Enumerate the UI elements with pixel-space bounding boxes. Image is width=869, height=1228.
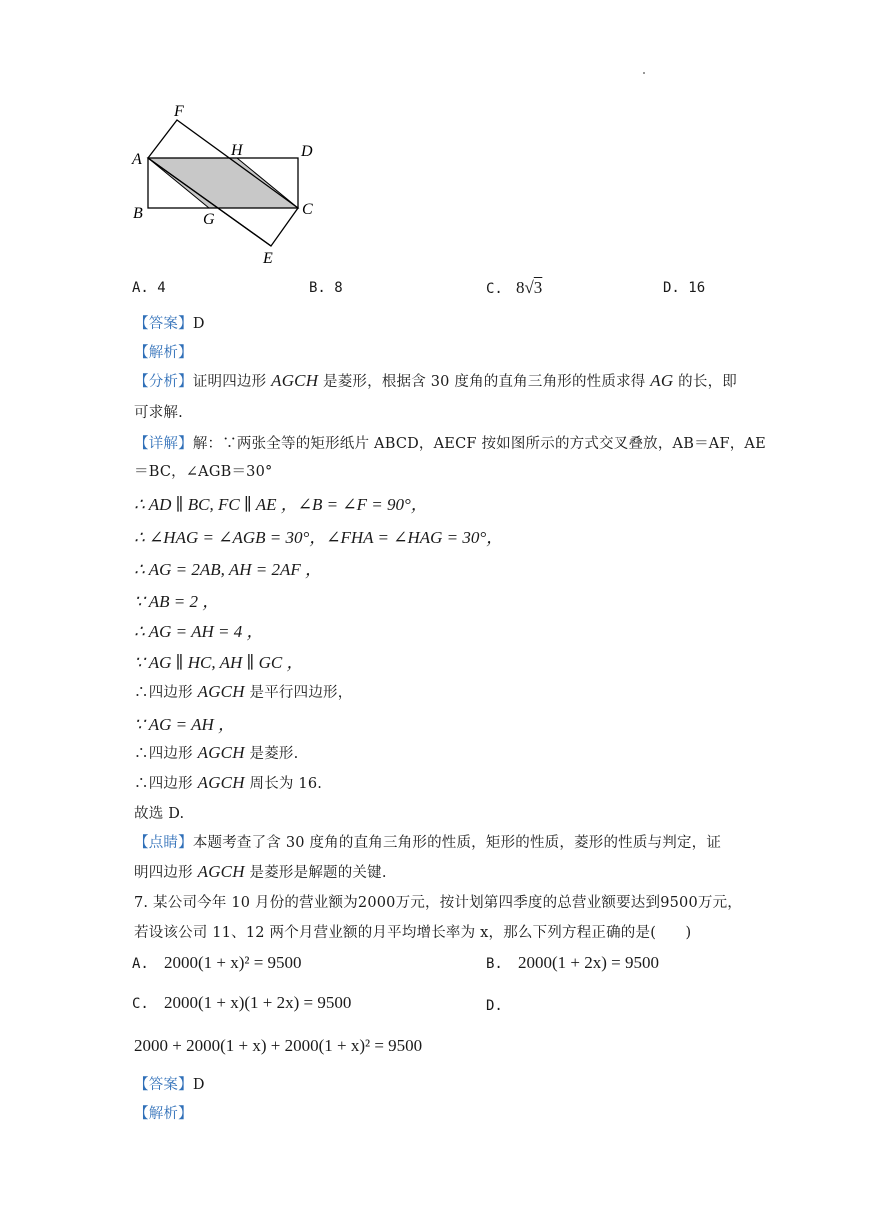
q6-answer: 【答案】D [134,316,205,332]
q7-option-b: B. 2000(1 + 2x) = 9500 [486,953,659,972]
q6-step-3: ∴ AG = 2AB, AH = 2AF ， [134,560,323,579]
q6-step-6: ∵ AG ∥ HC, AH ∥ GC ， [134,653,304,672]
label-b: B [133,205,143,222]
q6-option-d: D. 16 [663,280,706,296]
q7-stem-line2: 若设该公司 11、12 两个月营业额的月平均增长率为 x，那么下列方程正确的是( ) [134,925,692,941]
q6-step-7: ∴四边形 AGCH 是平行四边形， [134,682,353,701]
q6-fenxi-line1: 【分析】证明四边形 AGCH 是菱形，根据含 30 度角的直角三角形的性质求得 AG 的长，即 [134,371,737,390]
q7-analysis-tag: 【解析】 [134,1106,193,1122]
q6-option-c: C. 8√3 [486,278,543,297]
q6-dianjing-line1: 【点睛】本题考查了含 30 度角的直角三角形的性质，矩形的性质，菱形的性质与判定，证 [134,835,722,851]
q6-step-10: ∴四边形 AGCH 周长为 16. [134,773,323,792]
shaded-rhombus [148,158,298,208]
q6-step-4: ∵ AB = 2 ， [134,592,220,611]
label-h: H [231,142,243,159]
label-g: G [203,211,215,228]
q7-stem-line1: 7. 某公司今年 10 月份的营业额为2000万元，按计划第四季度的总营业额要达到9500万元， [134,895,743,911]
q7-option-d: 2000 + 2000(1 + x) + 2000(1 + x)² = 9500 [134,1036,423,1055]
label-a: A [132,151,142,168]
label-d: D [301,143,313,160]
q6-step-8: ∵ AG = AH ， [134,715,235,734]
q6-dianjing-line2: 明四边形 AGCH 是菱形是解题的关键. [134,862,387,881]
q6-fenxi-line2: 可求解. [134,405,183,421]
stray-dot [643,72,645,74]
q6-step-9: ∴四边形 AGCH 是菱形. [134,743,299,762]
label-c: C [302,201,313,218]
q6-option-a: A. 4 [132,280,166,296]
q7-option-d-label: D. [486,998,503,1014]
q6-analysis-tag: 【解析】 [134,345,193,361]
q7-option-c: C. 2000(1 + x)(1 + 2x) = 9500 [132,993,352,1012]
q6-step-5: ∴ AG = AH = 4 ， [134,622,264,641]
q6-step-11: 故选 D. [134,806,185,822]
q7-answer: 【答案】D [134,1077,205,1093]
q6-step-1: ∴ AD ∥ BC, FC ∥ AE ，∠B = ∠F = 90°， [134,495,428,514]
q6-detail-line2: ＝BC，∠AGB＝30° [134,464,273,480]
label-e: E [263,250,273,267]
label-f: F [174,103,184,120]
sqrt-symbol: √ [524,278,534,297]
q7-option-a: A. 2000(1 + x)² = 9500 [132,953,302,972]
q6-detail-line1: 【详解】解：∵两张全等的矩形纸片 ABCD，AECF 按如图所示的方式交叉叠放，AB＝AF，AE [134,436,766,452]
geometry-figure [125,100,325,270]
q6-option-b: B. 8 [309,280,343,296]
q6-step-2: ∴ ∠HAG = ∠AGB = 30°，∠FHA = ∠HAG = 30°， [134,528,504,547]
